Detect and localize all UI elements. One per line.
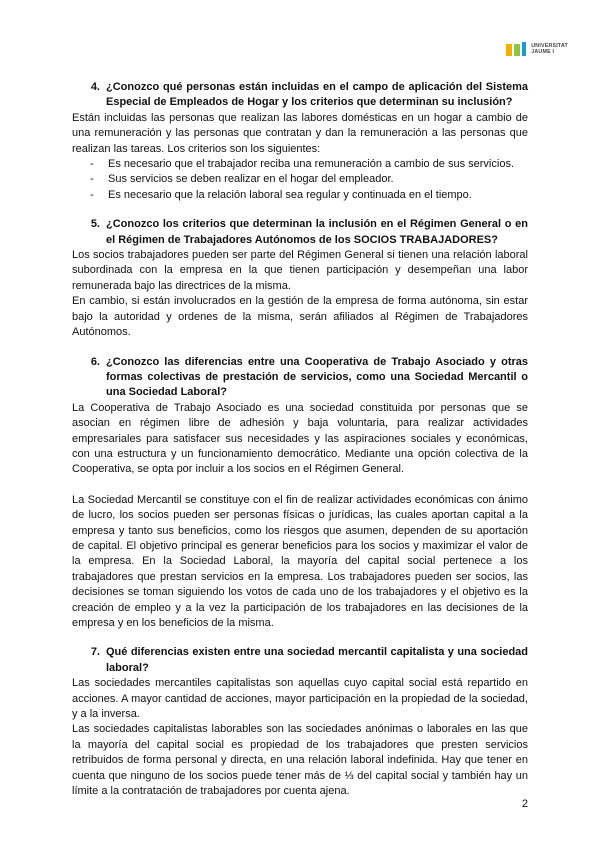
question-heading [72,355,528,401]
answer-paragraph: En cambio, si están involucrados en la gestión de la empresa de forma autónoma, sin estar bajo la autoridad y ordenes de la misma, serán afiliados al Régimen de Trabajadores Autónomos. [72,295,528,339]
question-number: 4. [90,81,100,93]
list-item [72,188,528,203]
question-heading [72,645,528,676]
answer-paragraph: La Cooperativa de Trabajo Asociado es una sociedad constituida por personas que se asocian en régimen libre de adhesión y baja voluntaria, para realizar actividades empresariales para satisfacer sus necesidades y las aspiraciones sociales y económicas, con una estructura y un funcionamiento democrático. Mediante una opción colectiva de la Cooperativa, se opta por incluir a los socios en el Régimen General. [72,401,528,476]
question-number: 6. [90,355,100,368]
logo-text [531,43,568,55]
bullet-dash: - [90,188,94,201]
document-body [72,80,528,799]
list-item-text: Es necesario que el trabajador reciba una remuneración a cambio de sus servicios. [108,158,514,171]
logo-line-2: JAUME I [531,49,555,55]
university-logo [506,42,568,56]
list-item-text: Sus servicios se deben realizar en el hogar del empleador. [108,173,394,186]
question-number: 7. [90,646,100,659]
question-text: ¿Conozco qué personas están incluidas en el campo de aplicación del Sistema Especial de Empleados de Hogar y los criterios que determinan su inclusión? [106,81,528,109]
answer-paragraph: Las sociedades capitalistas laborables son las sociedades anónimas o laborales en las que la mayoría del capital social es propiedad de los trabajadores que presten servicios retribuidos de forma personal y directa, en una relación laboral indefinida. Hay que tener en cuenta que ninguno de los socios puede tener más de ⅓ del capital social y también hay un límite a la contratación de trabajadores por cuenta ajena. [72,723,528,798]
list-item [72,172,528,187]
answer-paragraph: La Sociedad Mercantil se constituye con el fin de realizar actividades económicas con ánimo de lucro, los socios pueden ser personas físicas o jurídicas, las cuales aportan capital a la empresa y tanto sus beneficios, como los riesgos que asumen, dependen de su aportación de capital. El objetivo principal es generar beneficios para los socios y maximizar el valor de la empresa. En la Sociedad Laboral, la mayoría del capital social pertenece a los trabajadores que prestan servicios en la empresa. Los trabajadores pueden ser socios, las decisiones se toman siguiendo los votos de cada uno de los trabajadores y el objetivo es la creación de empleo y a la vez la participación de los trabajadores en las decisiones de la empresa y en los beneficios de la misma. [72,493,528,629]
bullet-dash: - [90,173,94,186]
question-heading [72,217,528,248]
criteria-list [72,157,528,203]
list-item-text: Es necesario que la relación laboral sea regular y continuada en el tiempo. [108,188,472,201]
question-number: 5. [90,218,100,231]
list-item [72,157,528,172]
bullet-dash: - [90,158,94,171]
answer-paragraph: Las sociedades mercantiles capitalistas son aquellas cuyo capital social está repartido en acciones. A mayor cantidad de acciones, mayor participación en la propiedad de la sociedad, y a la inversa. [72,677,528,721]
question-text: ¿Conozco los criterios que determinan la inclusión en el Régimen General o en el Régimen de Trabajadores Autónomos de los SOCIOS TRABAJADORES? [106,218,528,246]
question-heading [72,80,528,111]
answer-paragraph: Están incluidas las personas que realizan las labores domésticas en un hogar a cambio de una remuneración y las personas que contratan y dan la remuneración a las personas que realizan las tareas. Los criterios son los siguientes: [72,111,528,155]
question-text: ¿Conozco las diferencias entre una Cooperativa de Trabajo Asociado y otras formas colectivas de prestación de servicios, como una Sociedad Mercantil o una Sociedad Laboral? [106,355,528,399]
page-number: 2 [521,798,528,810]
answer-paragraph: Los socios trabajadores pueden ser parte del Régimen General si tienen una relación laboral subordinada con la empresa en la que tienen participación y desempeñan una labor remunerada bajo las directrices de la misma. [72,249,528,292]
logo-mark-icon [506,42,526,56]
question-text: Qué diferencias existen entre una sociedad mercantil capitalista y una sociedad laboral? [106,646,528,674]
logo-line-1: UNIVERSITAT [531,43,568,49]
